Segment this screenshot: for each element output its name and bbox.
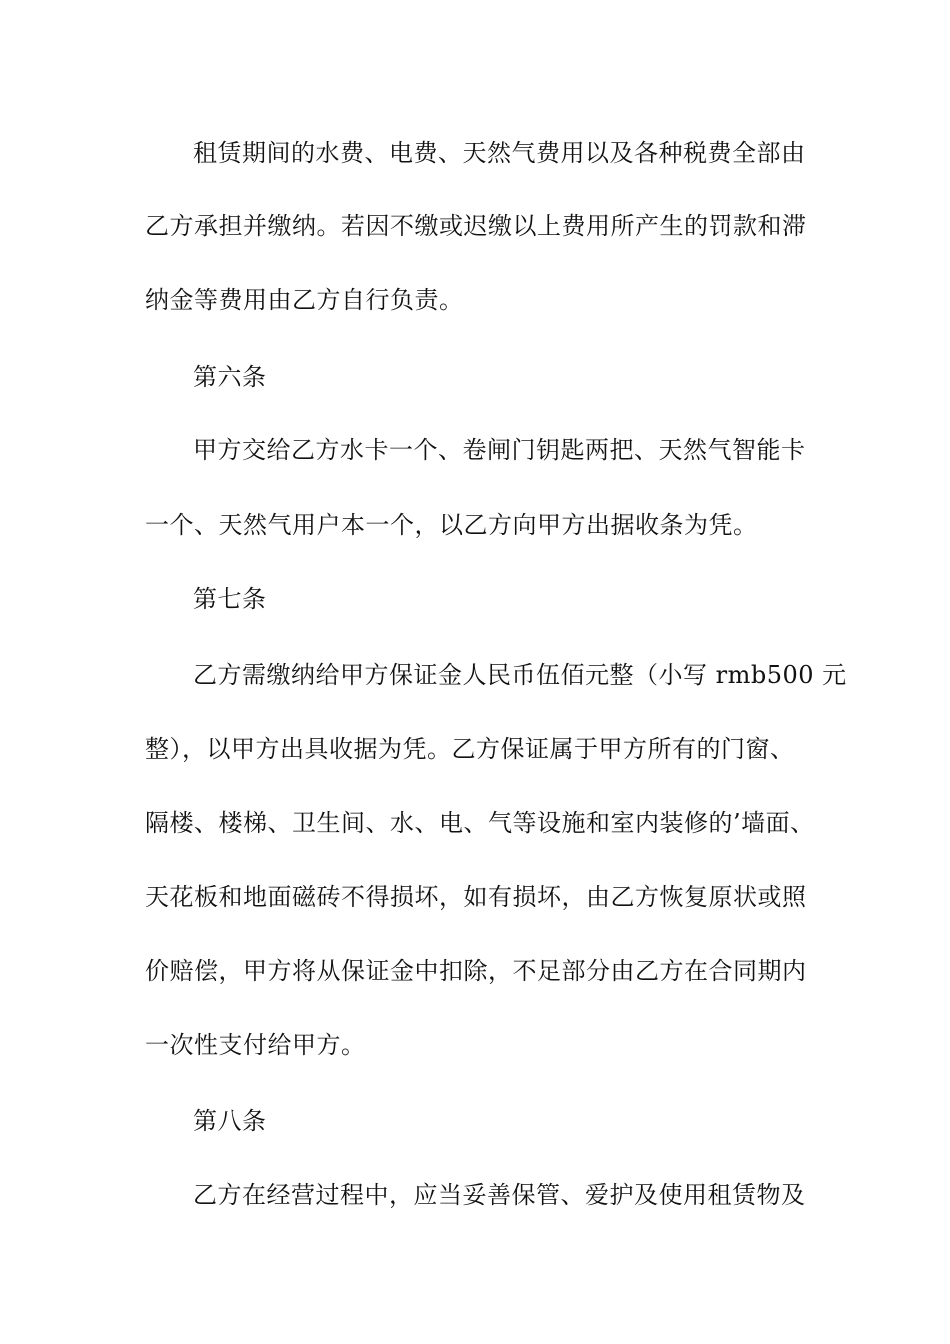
article-heading-8: 第八条 — [193, 1107, 267, 1135]
paragraph-line: 一次性支付给甲方。 — [145, 1031, 366, 1059]
paragraph-line: 隔楼、楼梯、卫生间、水、电、气等设施和室内装修的’墙面、 — [145, 809, 815, 837]
paragraph-line: 天花板和地面磁砖不得损坏，如有损坏，由乙方恢复原状或照 — [145, 883, 807, 911]
paragraph-line: 整），以甲方出具收据为凭。乙方保证属于甲方所有的门窗、 — [145, 735, 795, 763]
article-heading-7: 第七条 — [193, 585, 267, 613]
paragraph-line: 纳金等费用由乙方自行负责。 — [145, 286, 464, 314]
paragraph-line: 乙方需缴纳给甲方保证金人民币伍佰元整（小写 rmb500 元 — [193, 661, 847, 689]
paragraph-line: 乙方在经营过程中，应当妥善保管、爱护及使用租赁物及 — [193, 1181, 806, 1209]
paragraph-line: 一个、天然气用户本一个，以乙方向甲方出据收条为凭。 — [145, 511, 758, 539]
article-heading-6: 第六条 — [193, 363, 267, 391]
paragraph-line: 价赔偿，甲方将从保证金中扣除，不足部分由乙方在合同期内 — [145, 957, 807, 985]
paragraph-line: 甲方交给乙方水卡一个、卷闸门钥匙两把、天然气智能卡 — [193, 436, 806, 464]
paragraph-line: 乙方承担并缴纳。若因不缴或迟缴以上费用所产生的罚款和滞 — [145, 212, 807, 240]
paragraph-line: 租赁期间的水费、电费、天然气费用以及各种税费全部由 — [193, 139, 806, 167]
